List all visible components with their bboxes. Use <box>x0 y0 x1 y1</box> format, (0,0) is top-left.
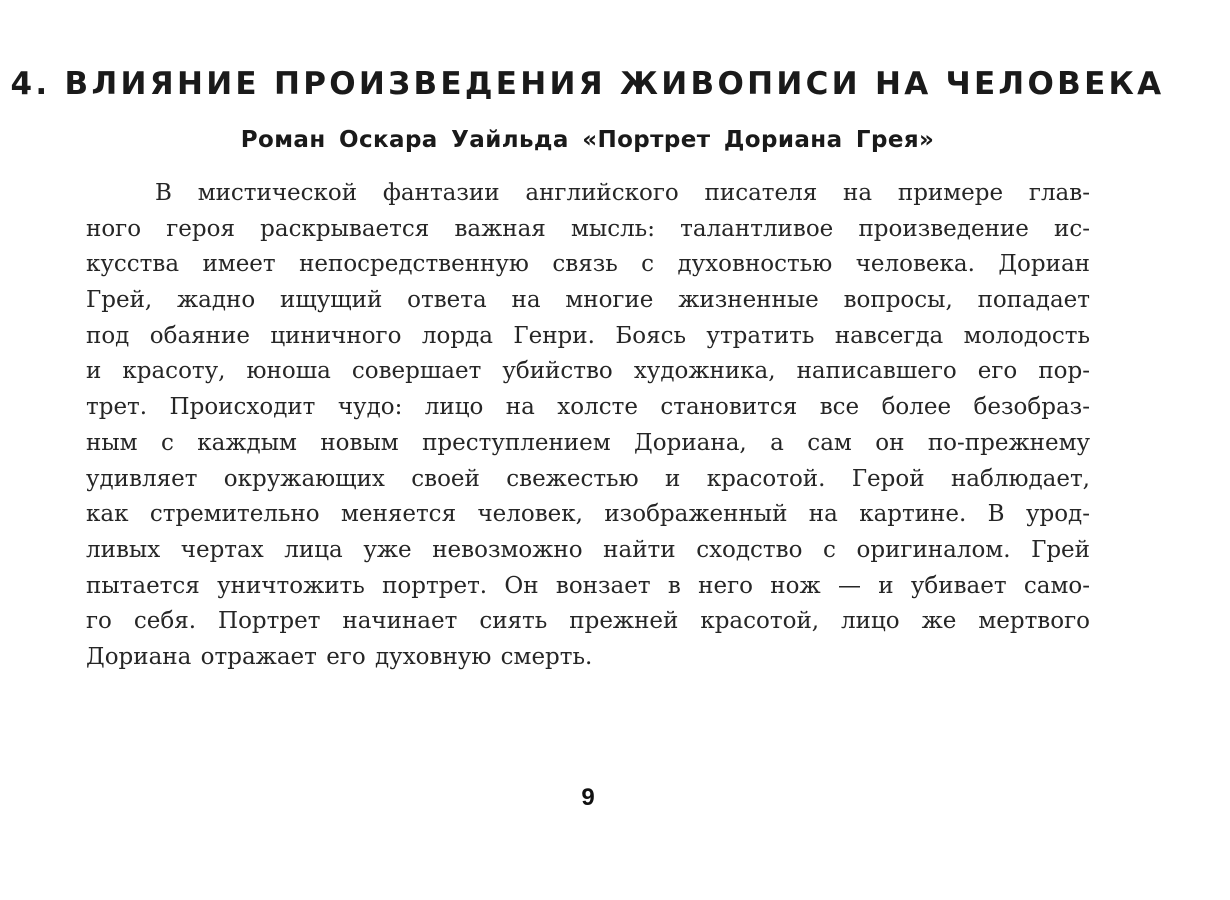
chapter-subtitle: Роман Оскара Уайльда «Портрет Дориана Грея» <box>240 127 935 153</box>
paragraph-line: трет. Происходит чудо: лицо на холсте становится все более безобраз- <box>86 394 1090 421</box>
paragraph-line: Дориана отражает его духовную смерть. <box>86 643 593 670</box>
paragraph-line: пытается уничтожить портрет. Он вонзает в него нож — и убивает само- <box>86 572 1090 599</box>
paragraph-line: го себя. Портрет начинает сиять прежней красотой, лицо же мертвого <box>86 608 1090 635</box>
paragraph-line: ливых чертах лица уже невозможно найти сходство с оригиналом. Грей <box>86 536 1090 563</box>
chapter-title: 4. ВЛИЯНИЕ ПРОИЗВЕДЕНИЯ ЖИВОПИСИ НА ЧЕЛОВЕКА <box>10 66 1165 102</box>
paragraph-line: Грей, жадно ищущий ответа на многие жизненные вопросы, попадает <box>86 287 1090 314</box>
paragraph-line: кусства имеет непосредственную связь с духовностью человека. Дориан <box>86 251 1090 278</box>
paragraph-line: ного героя раскрывается важная мысль: талантливое произведение ис- <box>86 215 1090 242</box>
body-paragraph <box>86 176 1090 676</box>
paragraph-line: и красоту, юноша совершает убийство художника, написавшего его пор- <box>86 358 1090 385</box>
paragraph-line: ным с каждым новым преступлением Дориана, а сам он по-прежнему <box>86 429 1090 456</box>
paragraph-line: В мистической фантазии английского писателя на примере глав- <box>155 180 1090 206</box>
paragraph-line: как стремительно меняется человек, изображенный на картине. В урод- <box>86 501 1090 528</box>
paragraph-line: под обаяние циничного лорда Генри. Боясь утратить навсегда молодость <box>86 322 1090 349</box>
page-number: 9 <box>581 784 595 811</box>
paragraph-line: удивляет окружающих своей свежестью и красотой. Герой наблюдает, <box>86 465 1090 492</box>
